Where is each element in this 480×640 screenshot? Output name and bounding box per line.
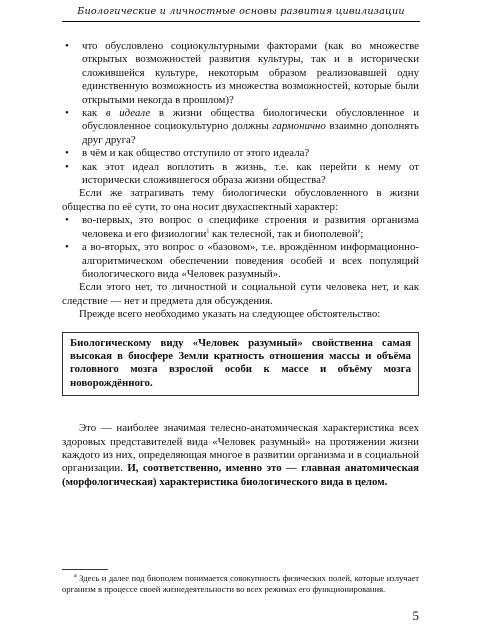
body-text bbox=[62, 40, 419, 489]
list-item bbox=[62, 161, 419, 188]
footnote-ref: 1 bbox=[206, 228, 210, 235]
page-number: 5 bbox=[412, 608, 419, 623]
list-item bbox=[62, 214, 419, 241]
footnote bbox=[62, 573, 419, 596]
bullet-icon: • bbox=[65, 147, 69, 160]
emphasis: гармонично bbox=[272, 120, 326, 133]
framed-statement bbox=[62, 332, 419, 397]
bullet-icon: • bbox=[65, 40, 69, 52]
bullet-list-questions bbox=[62, 40, 419, 187]
bullet-icon: • bbox=[65, 160, 69, 173]
list-item-text: в чём и как общество отступило от этого идеала? bbox=[82, 147, 310, 160]
list-item bbox=[62, 147, 419, 160]
emphasis: в идеале bbox=[105, 107, 151, 120]
bullet-icon: • bbox=[65, 214, 69, 227]
footnote-text: Здесь и далее под биополем понимается совокупность физических полей, которые излучает организм в процессе своей жизнедеятельности во всех режимах его функционирования. bbox=[62, 573, 419, 595]
footnote-ref: a bbox=[357, 228, 361, 235]
bold-conclusion: И, соответственно, именно это — главная анатомическая (морфологическая) характеристика биологического вида в целом. bbox=[62, 462, 419, 488]
running-head: Биологические и личностные основы развития цивилизации bbox=[77, 6, 405, 17]
list-item-text: как этот идеал воплотить в жизнь, т.е. как перейти к нему от исторически сложившегося образа жизни общества? bbox=[82, 160, 419, 187]
bullet-icon: • bbox=[65, 107, 69, 120]
list-item-text: как в идеале в жизни общества биологически обусловленное и обусловленное социокультурно должны гармонично взаимно дополнять друг друга? bbox=[82, 107, 420, 146]
paragraph-no-essence: Если этого нет, то личностной и социальной сути человека нет, и как следствие — нет и предмета для обсуждения. bbox=[62, 281, 419, 307]
footnote-marker: a bbox=[74, 573, 77, 580]
framed-statement-text: Биологическому виду «Человек разумный» свойственна самая высокая в биосфере Земли кратность отношения массы и объёма головного мозга взрослой особи к массе и объёму мозга новорождённого. bbox=[70, 336, 411, 389]
paragraph-final: Это — наиболее значимая телесно-анатомическая характеристика всех здоровых представителей вида «Человек разумный» на протяжении жизни каждого из них, определяющая многое в развитии организма и в социальной организации. И, соответственно, именно это — главная анатомическая (морфологическая) характеристика биологического вида в целом. bbox=[62, 422, 419, 488]
list-item bbox=[62, 40, 419, 107]
header-rule bbox=[62, 21, 420, 22]
paragraph-first: Прежде всего необходимо указать на следующее обстоятельство: bbox=[79, 308, 381, 321]
bullet-list-aspects bbox=[62, 214, 419, 281]
list-item bbox=[62, 107, 419, 147]
bullet-icon: • bbox=[65, 241, 69, 254]
list-item-text: во-первых, это вопрос о специфике строения и развития организма человека и его физиологии$^1$ как телесной, так и биополевой$^a$; bbox=[82, 214, 419, 240]
paragraph-aspects: Если же затрагивать тему биологически обусловленного в жизни общества по её сути, то она носит двухаспектный характер: bbox=[62, 187, 419, 213]
list-item-text: что обусловлено социокультурными факторами (как во множестве открытых возможностей развития культуры, так и в исторически сложившейся культуре, некоторым образом реализовавшей одну единственную возможность из множества возможностей, которые были открытыми некогда в прошлом)? bbox=[82, 40, 419, 106]
footnote-rule bbox=[62, 569, 108, 570]
list-item bbox=[62, 241, 419, 281]
list-item-text: а во-вторых, это вопрос о «базовом», т.е. врождённом информационно-алгоритмическом обеспечении поведения особей и всех популяций биологического вида «Человек разумный». bbox=[82, 241, 419, 280]
